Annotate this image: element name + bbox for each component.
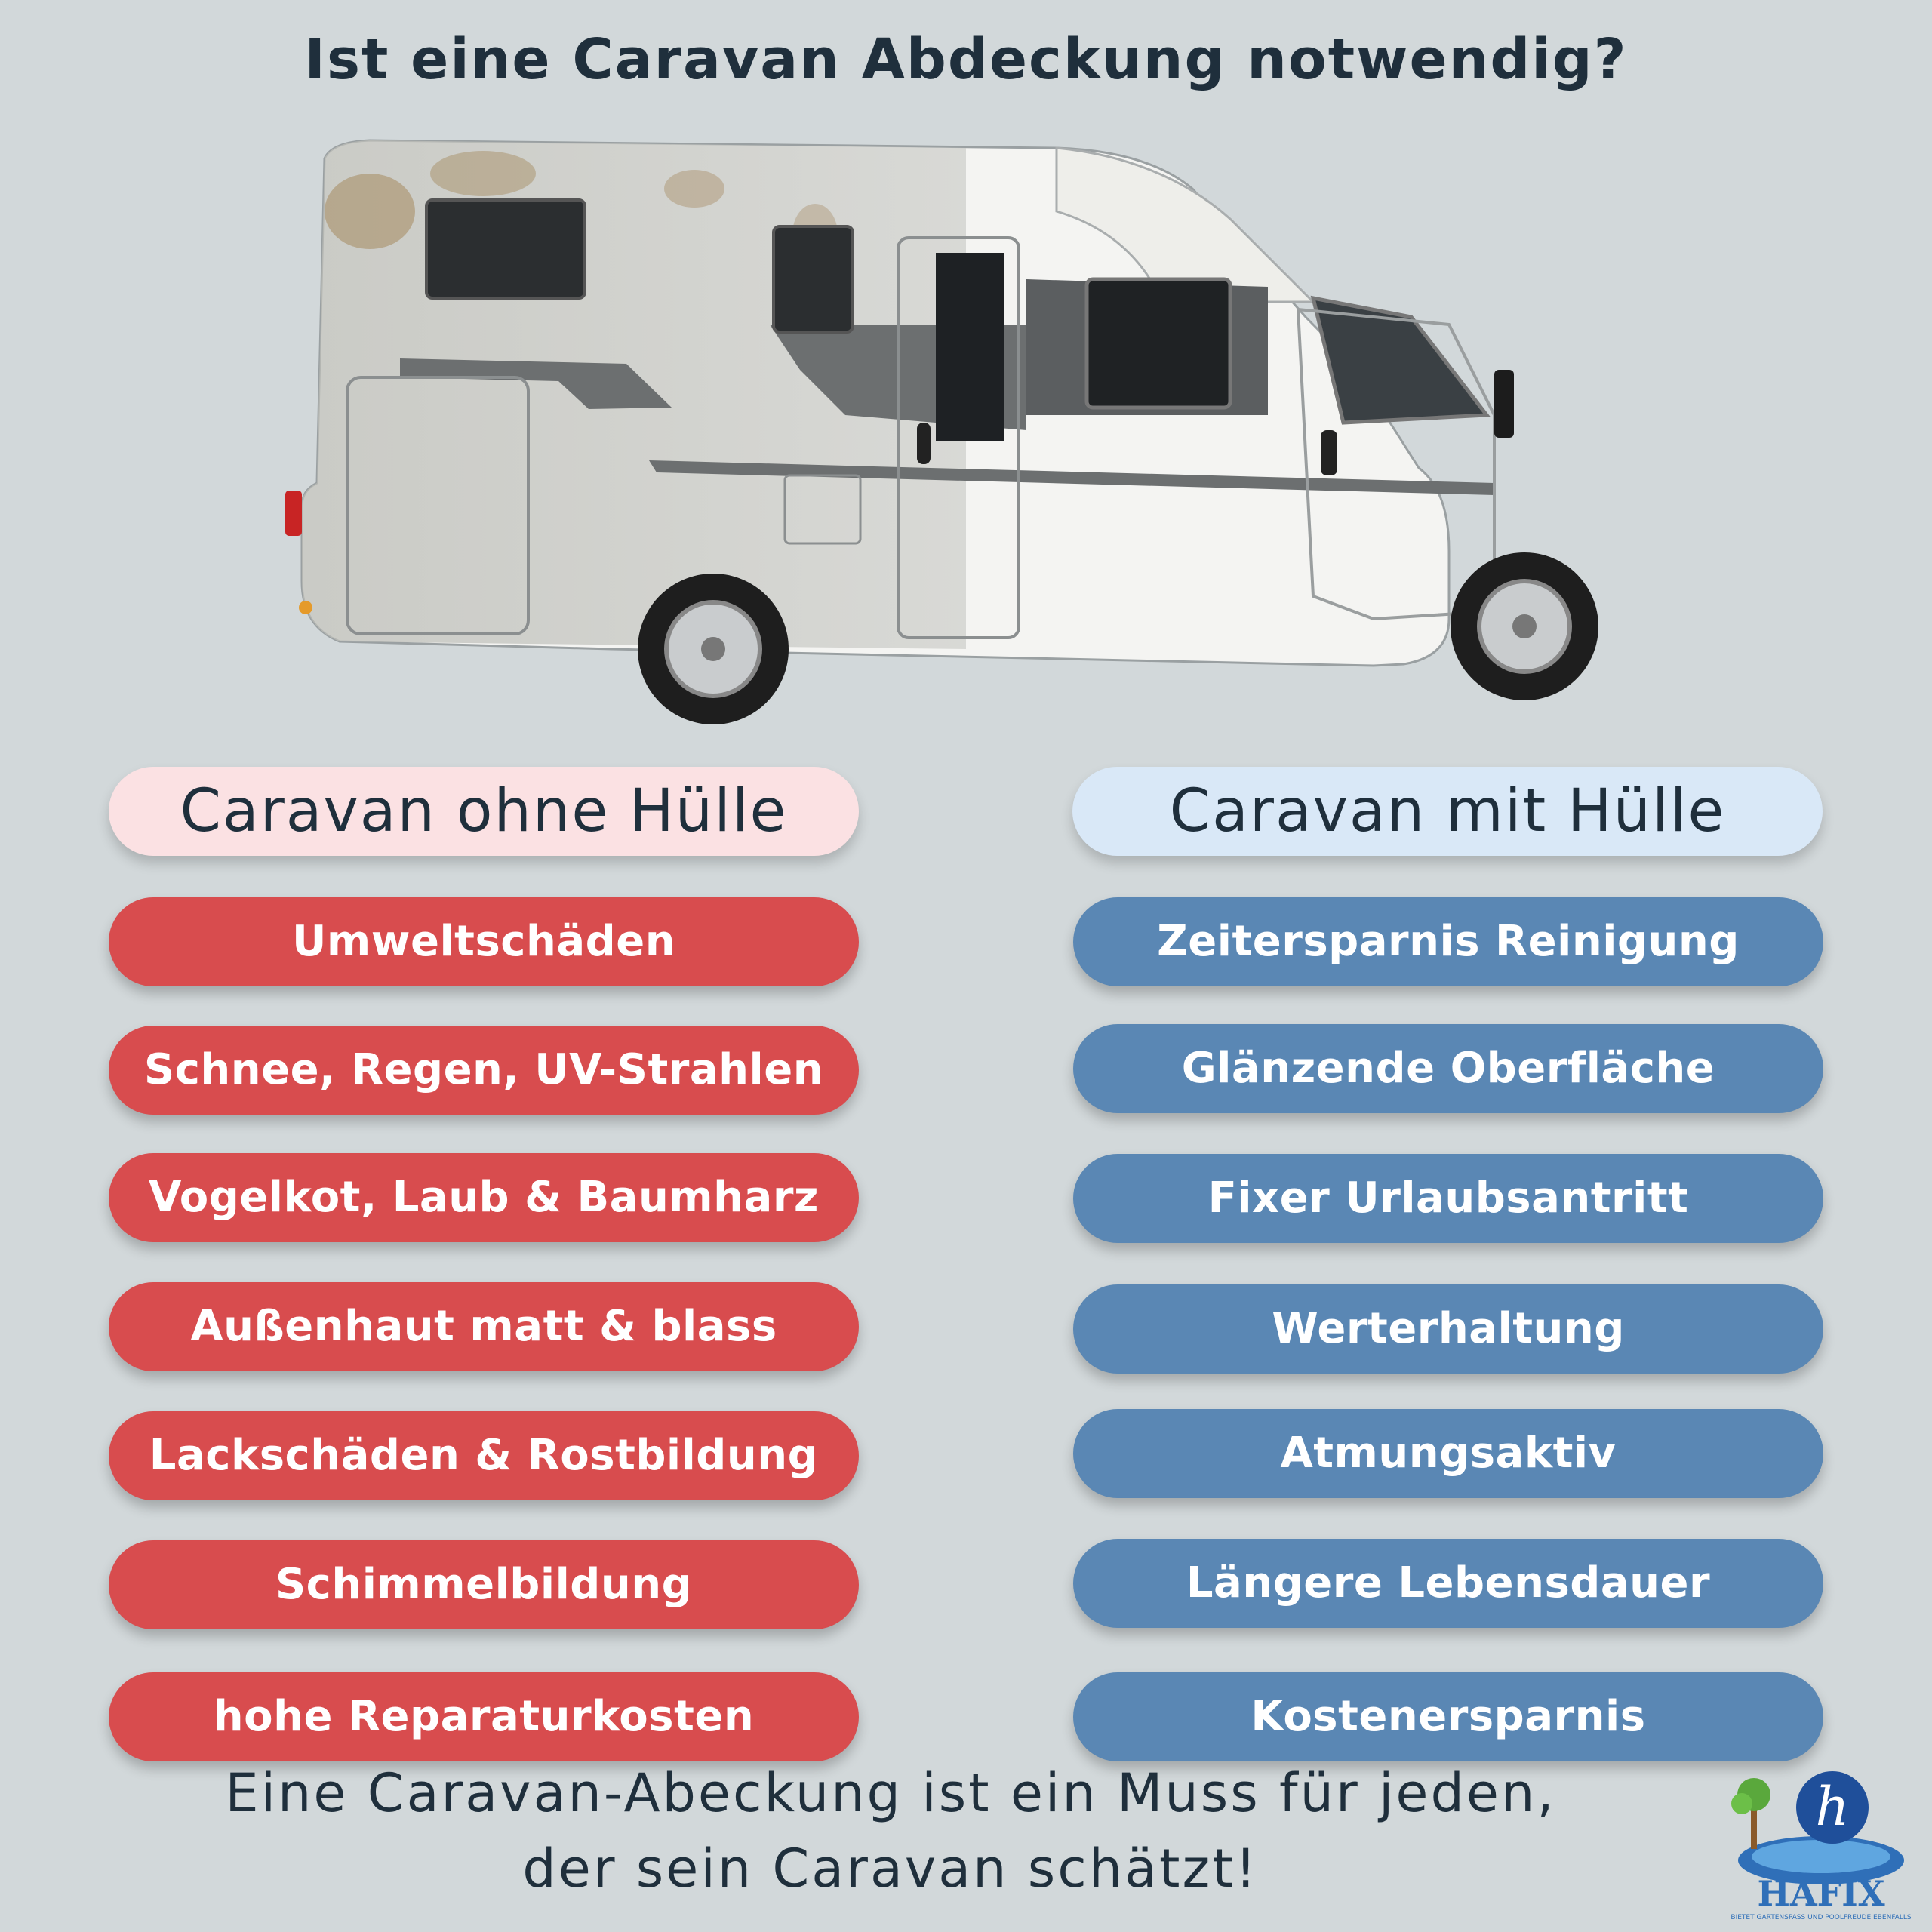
positive-item: Fixer Urlaubsantritt <box>1073 1154 1823 1243</box>
negative-item: Umweltschäden <box>109 897 859 986</box>
positive-item: Werterhaltung <box>1073 1284 1823 1374</box>
positive-item: Kostenersparnis <box>1073 1672 1823 1761</box>
conclusion-line-1: Eine Caravan-Abeckung ist ein Muss für jeden, <box>225 1762 1556 1824</box>
conclusion-line-2: der sein Caravan schätzt! <box>522 1838 1259 1900</box>
conclusion-text <box>211 1755 1570 1906</box>
negative-item: hohe Reparaturkosten <box>109 1672 859 1761</box>
positive-item: Zeitersparnis Reinigung <box>1073 897 1823 986</box>
header-with-cover: Caravan mit Hülle <box>1072 767 1823 856</box>
positive-item: Längere Lebensdauer <box>1073 1539 1823 1628</box>
header-without-cover: Caravan ohne Hülle <box>109 767 859 856</box>
page-title: Ist eine Caravan Abdeckung notwendig? <box>304 27 1628 92</box>
hafix-logo <box>1719 1766 1923 1924</box>
negative-item: Schnee, Regen, UV-Strahlen <box>109 1026 859 1115</box>
positive-item: Glänzende Oberfläche <box>1073 1024 1823 1113</box>
positive-item: Atmungsaktiv <box>1073 1409 1823 1498</box>
negative-item: Vogelkot, Laub & Baumharz <box>109 1153 859 1242</box>
svg-text:h: h <box>1815 1776 1850 1838</box>
logo-wordmark: HAFIX <box>1757 1873 1885 1914</box>
negative-item: Lackschäden & Rostbildung <box>109 1411 859 1500</box>
negative-item: Schimmelbildung <box>109 1540 859 1629</box>
logo-tagline: BIETET GARTENSPASS UND POOLFREUDE EBENFALLS <box>1730 1914 1912 1921</box>
camper-van-image <box>272 128 1660 724</box>
negative-item: Außenhaut matt & blass <box>109 1282 859 1371</box>
